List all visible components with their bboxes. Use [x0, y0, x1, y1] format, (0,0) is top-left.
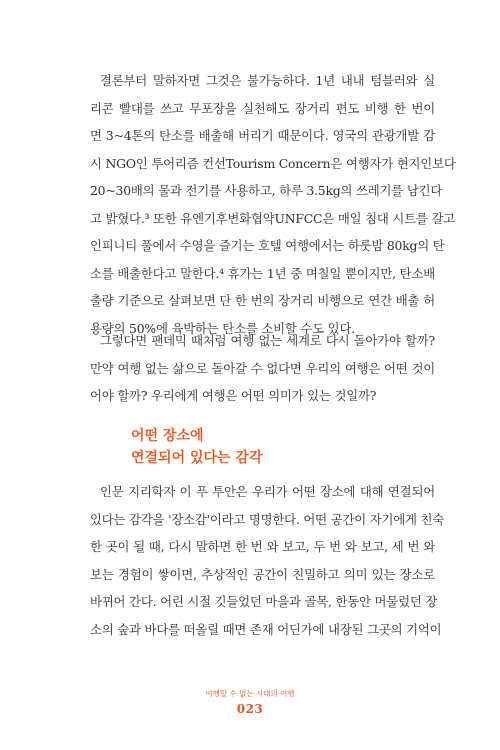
- text-line: 면 3~4톤의 탄소를 배출해 버리기 때문이다. 영국의 관광개발 감: [90, 128, 435, 143]
- text-line: 출량 기준으로 살펴보면 단 한 번의 장거리 비행으로 연간 배출 허: [90, 293, 435, 308]
- section-heading-line-1: 어떤 장소에: [131, 428, 204, 444]
- text-line: 보는 경험이 쌓이면, 추상적인 공간이 친밀하고 의미 있는 장소로: [90, 566, 435, 582]
- text-line: 소를 배출한다고 말한다.⁴ 휴가는 1년 중 며칠일 뿐이지만, 탄소배: [90, 265, 435, 281]
- section-heading: [131, 425, 262, 469]
- text-line: 결론부터 말하자면 그것은 불가능하다. 1년 내내 텀블러와 실: [100, 73, 435, 88]
- text-line: 만약 여행 없는 삶으로 돌아갈 수 없다면 우리의 여행은 어떤 것이: [90, 360, 435, 376]
- text-line: 어야 할까? 우리에게 여행은 어떤 의미가 있는 것일까?: [90, 388, 377, 403]
- text-line: 인피니티 풀에서 수영을 즐기는 호텔 여행에서는 하룻밤 80kg의 탄: [90, 238, 445, 253]
- text-line: 바뀌어 간다. 어린 시절 깃들었던 마을과 골목, 한동안 머물렀던 장: [90, 594, 438, 609]
- text-line: 20~30배의 물과 전기를 사용하고, 하루 3.5kg의 쓰레기를 남긴다: [90, 183, 443, 198]
- text-line: 있다는 감각을 '장소감'이라고 명명한다. 어떤 공간이 자기에게 친숙: [90, 511, 445, 527]
- text-line: 시 NGO인 투어리즘 컨선Tourism Concern은 여행자가 현지인보다: [90, 155, 456, 171]
- body-paragraph-2: [90, 327, 435, 410]
- page-number: 023: [236, 702, 264, 716]
- body-paragraph-1: [90, 67, 456, 342]
- body-paragraph-3: [90, 478, 445, 643]
- text-line: 인문 지리학자 이 푸 투안은 우리가 어떤 장소에 대해 연결되어: [100, 484, 435, 499]
- text-line: 소의 숲과 바다를 떠올릴 때면 존재 어딘가에 내장된 그곳의 기억이: [90, 621, 442, 637]
- text-line: 한 곳이 될 때, 다시 말하면 한 번 와 보고, 두 번 와 보고, 세 번 와: [90, 539, 435, 554]
- running-footer-title: 여행할 수 없는 시대의 여행: [205, 689, 295, 698]
- text-line: 리콘 빨대를 쓰고 무포장을 실천해도 장거리 편도 비행 한 번이: [90, 100, 435, 116]
- text-line: 그렇다면 팬데믹 때처럼 여행 없는 세계로 다시 돌아가야 할까?: [100, 333, 435, 348]
- text-line: 고 밝혔다.³ 또한 유엔기후변화협약UNFCC은 매일 침대 시트를 갈고: [90, 210, 455, 226]
- text-line: 용량의 50%에 육박하는 탄소를 소비할 수도 있다.: [90, 320, 355, 336]
- section-heading-line-2: 연결되어 있다는 감각: [131, 450, 263, 466]
